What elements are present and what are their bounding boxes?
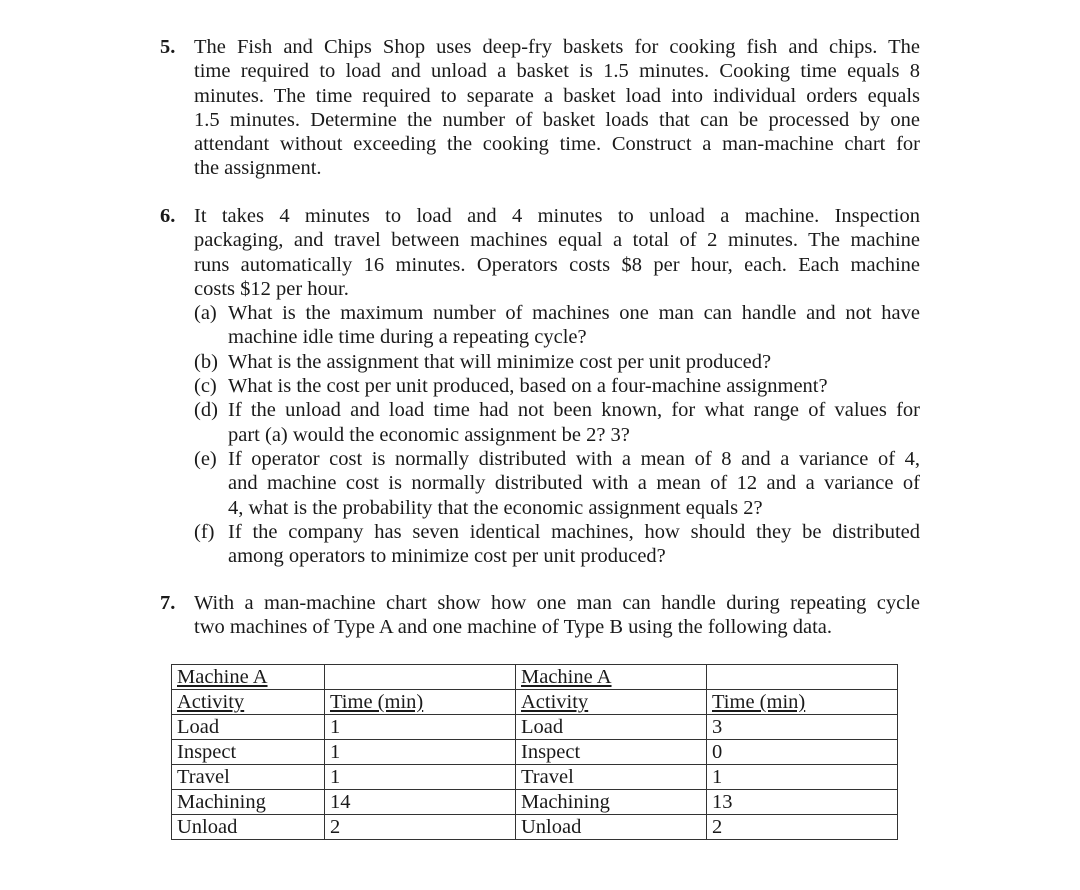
problem-text — [194, 204, 920, 301]
left-activity-header: Activity — [177, 691, 245, 713]
problem-text — [194, 591, 920, 640]
activity-cell: Inspect — [516, 740, 707, 765]
time-cell: 14 — [325, 790, 516, 815]
time-cell: 1 — [325, 765, 516, 790]
machine-data-table — [171, 664, 898, 840]
text-line: runs automatically 16 minutes. Operators costs $8 per hour, each. Each machine — [194, 253, 920, 276]
sub-question-label: (c) — [194, 375, 217, 398]
table-cell — [172, 690, 325, 715]
text-line: What is the cost per unit produced, based on a four-machine assignment? — [228, 375, 828, 398]
text-line: two machines of Type A and one machine of Type B using the following data. — [194, 616, 833, 639]
table-header-row — [172, 690, 898, 715]
text-line: packaging, and travel between machines equal a total of 2 minutes. The machine — [194, 229, 920, 252]
left-time-header: Time (min) — [330, 691, 424, 713]
text-line: If the company has seven identical machines, how should they be distributed — [228, 520, 920, 543]
problem-number: 6. — [160, 205, 176, 227]
sub-question-label: (d) — [194, 399, 218, 422]
text-line: It takes 4 minutes to load and 4 minutes to unload a machine. Inspection — [194, 205, 920, 227]
time-cell: 3 — [707, 715, 898, 740]
table-header-row — [172, 665, 898, 690]
right-time-header: Time (min) — [712, 691, 806, 713]
sub-question-label: (a) — [194, 302, 217, 325]
problem-text — [194, 35, 920, 181]
text-line: the assignment. — [194, 157, 322, 180]
problem-number: 7. — [160, 592, 176, 614]
table-row — [172, 790, 898, 815]
text-line: What is the assignment that will minimize cost per unit produced? — [228, 350, 772, 373]
time-cell: 0 — [707, 740, 898, 765]
sub-question-a — [194, 301, 920, 350]
time-cell: 13 — [707, 790, 898, 815]
table-cell — [516, 690, 707, 715]
problem-7 — [160, 591, 920, 640]
time-cell: 1 — [707, 765, 898, 790]
right-machine-header: Machine A — [521, 666, 612, 688]
sub-question-d — [194, 398, 920, 447]
table-cell — [325, 690, 516, 715]
table-cell — [325, 665, 516, 690]
left-machine-header: Machine A — [177, 666, 268, 688]
text-line: If the unload and load time had not been known, for what range of values for — [228, 399, 920, 422]
table-row — [172, 765, 898, 790]
activity-cell: Machining — [516, 790, 707, 815]
activity-cell: Machining — [172, 790, 325, 815]
text-line: costs $12 per hour. — [194, 277, 349, 300]
sub-question-f — [194, 520, 920, 569]
activity-cell: Travel — [172, 765, 325, 790]
text-line: and machine cost is normally distributed with a mean of 12 and a variance of — [228, 472, 920, 495]
table-cell — [516, 665, 707, 690]
text-line: among operators to minimize cost per unit produced? — [228, 545, 666, 568]
sub-question-label: (e) — [194, 447, 217, 470]
table-cell — [707, 690, 898, 715]
sub-question-b — [194, 350, 920, 374]
sub-question-c — [194, 374, 920, 398]
activity-cell: Load — [172, 715, 325, 740]
text-line: part (a) would the economic assignment be 2? 3? — [228, 423, 630, 446]
right-activity-header: Activity — [521, 691, 589, 713]
text-line: 4, what is the probability that the economic assignment equals 2? — [228, 496, 763, 519]
sub-question-label: (f) — [194, 520, 215, 543]
activity-cell: Load — [516, 715, 707, 740]
table-cell — [707, 665, 898, 690]
time-cell: 1 — [325, 715, 516, 740]
time-cell: 1 — [325, 740, 516, 765]
activity-cell: Inspect — [172, 740, 325, 765]
problem-number: 5. — [160, 36, 176, 58]
text-line: machine idle time during a repeating cycle? — [228, 326, 587, 349]
table-row — [172, 815, 898, 840]
sub-question-e — [194, 447, 920, 520]
problem-6 — [160, 204, 920, 568]
text-line: 1.5 minutes. Determine the number of basket loads that can be processed by one — [194, 108, 920, 131]
time-cell: 2 — [325, 815, 516, 840]
activity-cell: Unload — [172, 815, 325, 840]
text-line: attendant without exceeding the cooking time. Construct a man-machine chart for — [194, 133, 920, 156]
text-line: With a man-machine chart show how one man can handle during repeating cycle — [194, 592, 920, 614]
problem-5 — [160, 35, 920, 181]
table-row — [172, 715, 898, 740]
text-line: minutes. The time required to separate a basket load into individual orders equals — [194, 84, 920, 107]
activity-cell: Unload — [516, 815, 707, 840]
text-line: What is the maximum number of machines one man can handle and not have — [228, 302, 920, 325]
table-cell — [172, 665, 325, 690]
text-line: The Fish and Chips Shop uses deep-fry baskets for cooking fish and chips. The — [194, 36, 920, 58]
time-cell: 2 — [707, 815, 898, 840]
table-row — [172, 740, 898, 765]
activity-cell: Travel — [516, 765, 707, 790]
sub-question-label: (b) — [194, 350, 218, 373]
text-line: If operator cost is normally distributed with a mean of 8 and a variance of 4, — [228, 447, 920, 470]
text-line: time required to load and unload a basket is 1.5 minutes. Cooking time equals 8 — [194, 60, 920, 83]
